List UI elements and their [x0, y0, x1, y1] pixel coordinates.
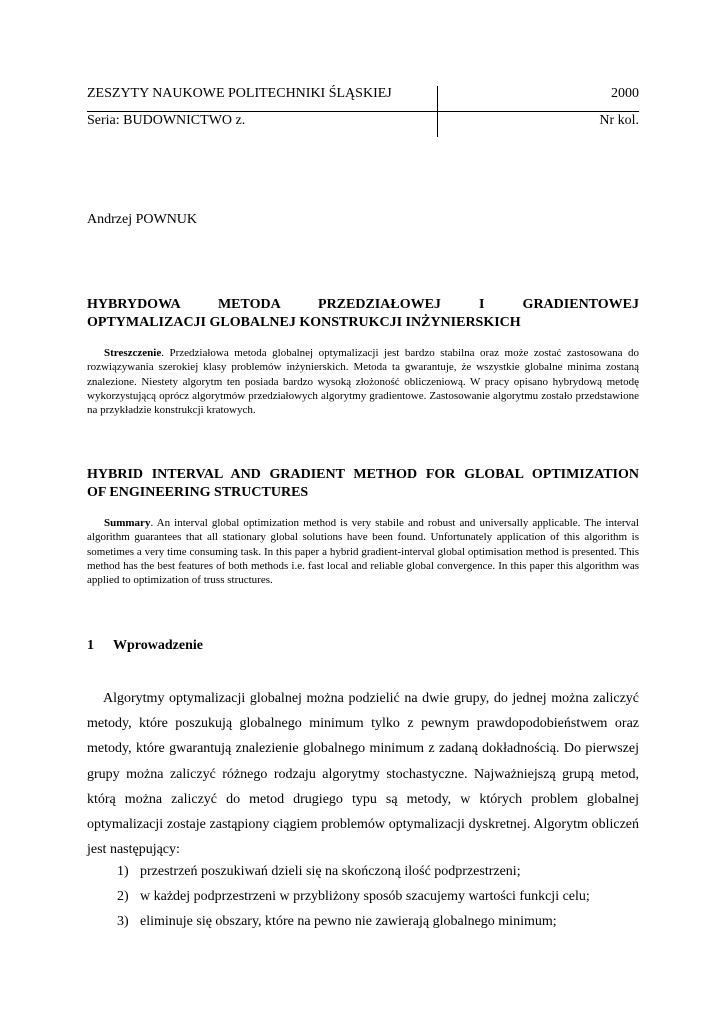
- intro-paragraph: Algorytmy optymalizacji globalnej można podzielić na dwie grupy, do jednej można zaliczyć metody, które poszukują globalnego minimum tylko z pewnym prawdopodobieństwem oraz metody, które gwarantują znalezienie globalnego minimum z zadaną dokładnością. Do pierwszej grupy można zaliczyć różnego rodzaju algorytmy stochastyczne. Najważniejszą grupą metod, którą można zaliczyć do metod drugiego typu są metody, w których problem globalnej optymalizacji zostaje zastąpiony ciągiem problemów optymalizacji dyskretnej. Algorytm obliczeń jest następujący:: [87, 691, 639, 858]
- title-polish-line-1: HYBRYDOWA METODA PRZEDZIAŁOWEJ I GRADIENTOWEJ: [87, 297, 639, 312]
- list-item-number: 1): [117, 864, 129, 879]
- section-title: Wprowadzenie: [113, 638, 203, 653]
- section-heading: [87, 638, 203, 654]
- title-english-line-1: HYBRID INTERVAL AND GRADIENT METHOD FOR GLOBAL OPTIMIZATION: [87, 467, 639, 482]
- list-item-text: eliminuje się obszary, które na pewno nie zawierają globalnego minimum;: [140, 914, 557, 930]
- title-polish-line-2: OPTYMALIZACJI GLOBALNEJ KONSTRUKCJI INŻYNIERSKICH: [87, 315, 521, 330]
- list-item: [117, 884, 637, 909]
- abstract-english: [87, 516, 639, 587]
- title-english: [87, 466, 639, 502]
- header-row-2: [87, 113, 639, 133]
- header-divider: [437, 86, 438, 137]
- journal-name: ZESZYTY NAUKOWE POLITECHNIKI ŚLĄSKIEJ: [87, 86, 392, 101]
- header-number: Nr kol.: [599, 113, 639, 128]
- abstract-polish: [87, 346, 639, 417]
- algorithm-steps: [117, 859, 637, 935]
- title-english-line-2: OF ENGINEERING STRUCTURES: [87, 485, 309, 500]
- author-name: Andrzej POWNUK: [87, 212, 198, 227]
- header-rule: [87, 111, 639, 112]
- list-item-number: 3): [117, 914, 129, 930]
- list-item-number: 2): [117, 889, 129, 905]
- list-item-text: w każdej podprzestrzeni w przybliżony sposób szacujemy wartości funkcji celu;: [140, 889, 590, 905]
- header-year: 2000: [611, 86, 639, 101]
- abstract-polish-label: Streszczenie: [104, 347, 162, 359]
- abstract-english-text: . An interval global optimization method is very stabile and robust and universally applicable. The interval algorithm guarantees that all stationary global solutions have been found. Unfortunately application of this algorithm is sometimes a very time consuming task. In this paper a hybrid gradient-interval global optimisation method is presented. This method has the best features of both methods i.e. fast local and reliable global convergence. In this paper this algorithm was applied to optimization of truss structures.: [87, 517, 639, 587]
- title-polish: [87, 296, 639, 332]
- abstract-polish-text: . Przedziałowa metoda globalnej optymalizacji jest bardzo stabilna oraz może zostać zastosowana do rozwiązywania szerokiej klasy problemów inżynierskich. Metoda ta gwarantuje, że wszystkie globalne minima zostaną znalezione. Niestety algorytm ten posiada bardzo wysoką złożoność obliczeniową. W pracy opisano hybrydową metodę wykorzystującą oprócz algorytmów przedziałowych algorytmy gradientowe. Zastosowanie algorytmu zostało przedstawione na przykładzie konstrukcji kratowych.: [87, 347, 639, 417]
- list-item: [117, 909, 637, 934]
- abstract-english-label: Summary: [104, 517, 151, 529]
- section-number: 1: [87, 638, 94, 653]
- header-row-1: [87, 86, 639, 106]
- list-item: [117, 859, 637, 884]
- list-item-text: przestrzeń poszukiwań dzieli się na skończoną ilość podprzestrzeni;: [140, 864, 521, 879]
- series-name: Seria: BUDOWNICTWO z.: [87, 113, 246, 128]
